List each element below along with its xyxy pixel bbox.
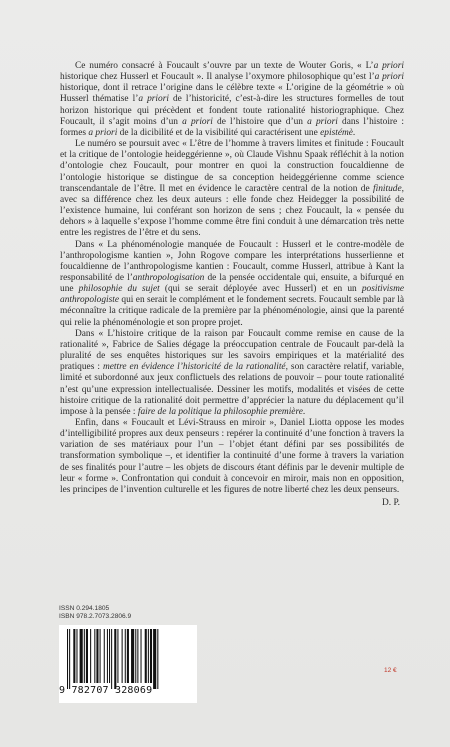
barcode-bar	[141, 629, 142, 683]
barcode-bar	[84, 629, 85, 683]
italic-run: mettre en évidence l’historicité de la rationalité	[102, 362, 286, 373]
text-run: de l’historicité, c’est-à-dire les structures formelles de tout horizon historique qui précèdent et fondent toute rationalité historiographique. Chez Foucault, il s’agit moins d’un	[60, 94, 404, 127]
text-run: (qui se serait déployée avec Husserl) et en un	[159, 284, 362, 295]
barcode-bar	[80, 629, 83, 683]
text-run: historique, dont il retrace l’origine dans le célèbre texte « L’origine de la géométrie » où Husserl thématise l’	[60, 83, 404, 105]
price-label: 12 €	[384, 667, 397, 674]
barcode-bar	[100, 629, 101, 683]
text-run: Le numéro se poursuit avec « L’être de l’homme à travers limites et finitude : Foucault et la critique de l’ontologie heideggérienne », où Claude Vishnu Spaak réfléchit à la notion d’ontologie chez Foucault, pour montrer en quoi la construction foucaldienne de l’ontologie historique se distingue de sa conception heideggérienne comme science transcendantale de l’être. Il met en évidence le caractère central de la notion de	[60, 139, 404, 194]
paragraph-5	[60, 418, 404, 496]
text-run: historique chez Husserl et Foucault ». Il analyse l’oxymore philosophique qu’est l’	[60, 72, 375, 83]
paragraph-1	[60, 61, 404, 139]
text-run: Ce numéro consacré à Foucault s’ouvre par un texte de Wouter Goris, « L’	[75, 61, 374, 71]
text-run: .	[352, 127, 356, 138]
text-run: Dans « L’histoire critique de la raison par Foucault comme remise en cause de la rationalité », Fabrice de Salies dégage la préoccupation centrale de Foucault par-delà la pluralité de ses enquêtes historiques sur les savoirs empiriques et la matérialité des pratiques :	[60, 328, 404, 373]
text-run: .	[302, 406, 306, 417]
barcode-bar	[86, 629, 88, 683]
issn-number: ISSN 0.294.1805	[59, 605, 110, 612]
barcode-bar	[137, 629, 138, 683]
barcode-bar	[114, 629, 116, 689]
italic-run: a priori	[182, 116, 213, 127]
barcode-bar	[117, 629, 118, 683]
barcode-bar	[109, 629, 110, 683]
text-run: qui en serait le complément et le fondement secrets. Foucault semble par là méconnaître la critique radicale de la première par la phénoménologie, ainsi que la parenté qui relie la phénoménologie et son propre projet.	[60, 295, 404, 328]
barcode-bar	[125, 629, 126, 683]
paragraph-2	[60, 139, 404, 239]
text-run: Dans « La phénoménologie manquée de Foucault : Husserl et le contre-modèle de l’anthropologisme kantien », John Rogove compare les interprétations husserlienne et foucaldienne de l’anthropologisme kantien : Foucault, comme Husserl, attribue à Kant la responsabilité de l’	[60, 239, 404, 283]
barcode-bars	[67, 629, 191, 689]
barcode-bar	[76, 629, 77, 683]
barcode-bar	[150, 629, 152, 683]
barcode-bar	[153, 629, 156, 689]
barcode-bar	[96, 629, 98, 683]
text-run: de la dicibilité et de la visibilité qui caractérisent une	[117, 127, 321, 138]
text-run: de la pensée occidentale qui, ensuite, a bifurqué en une	[60, 272, 404, 295]
summary-text	[60, 61, 404, 509]
barcode-bar	[104, 629, 105, 683]
text-run: , son caractère relatif, variable, limité et subordonné aux jeux conflictuels des relations de pouvoir – pour toute rationalité n’est qu’une expression intellectualisée. Dessiner les motifs, modalités et visées de cette histoire critique de la rationalité doit permettre d’apprécier la nature du déplacement qu’il impose à la pensée :	[60, 362, 404, 417]
barcode-bar	[127, 629, 129, 683]
barcode-bar	[67, 629, 68, 689]
italic-run: epistémè	[320, 127, 353, 138]
italic-run: finitude	[373, 183, 402, 194]
signature: D. P.	[382, 498, 400, 509]
barcode-bar	[148, 629, 149, 683]
barcode-bar	[131, 629, 134, 683]
barcode-bar	[107, 629, 108, 683]
text-run: Enfin, dans « Foucault et Lévi-Strauss en miroir », Daniel Liotta oppose les modes d’intelligibilité propres aux deux penseurs : repérer la continuité d’une fonction à travers la variation de ses matériaux pour l’un – l’objet étant défini par ses possibilités de transformation symbolique –, et identifier la continuité d’une forme à travers la variation de ses finalités pour l’autre – les objets de discours étant définis par le devenir multiple de leur « forme ». Confrontation qui conduit à concevoir en miroir, mais non en opposition, les principes de l’invention culturelle et les figures de notre liberté chez les deux penseurs.	[60, 418, 404, 495]
barcode-bar	[145, 629, 147, 683]
barcode-bar	[69, 629, 70, 689]
barcode-bar	[135, 629, 136, 683]
italic-run: a priori	[138, 94, 169, 105]
paragraph-4	[60, 329, 404, 418]
italic-run: a priori	[307, 116, 338, 127]
barcode-digits: 9 782707 328069	[59, 685, 153, 696]
barcode	[59, 625, 197, 703]
text-run: , avec sa différence chez les deux auteurs : elle fonde chez Heidegger la possibilité de l’existence humaine, lui conférant son horizon de sens ; chez Foucault, la « pensée du dehors » à laquelle s’expose l’homme comme être fini conduit à une démarcation très nette entre les registres de l’être et du sens.	[60, 183, 404, 239]
text-run: dans l’histoire : formes	[60, 116, 404, 138]
italic-run: a priori	[373, 61, 404, 71]
isbn-number: ISBN 978.2.7073.2806.9	[59, 613, 132, 620]
italic-run: positivisme anthropologiste	[60, 284, 404, 306]
italic-run: faire de la politique la philosophie première	[137, 406, 303, 417]
text-run: de l’histoire que d’un	[212, 116, 308, 127]
barcode-bar	[94, 629, 95, 683]
barcode-bar	[111, 629, 112, 689]
identifiers	[59, 605, 131, 621]
italic-run: anthropologisation	[132, 272, 205, 283]
italic-run: a priori	[88, 127, 118, 138]
barcode-bar	[122, 629, 123, 683]
barcode-bar	[157, 629, 158, 689]
barcode-bar	[73, 629, 75, 683]
italic-run: philosophie du sujet	[78, 284, 160, 295]
barcode-bar	[90, 629, 91, 683]
italic-run: a priori	[374, 72, 404, 83]
paragraph-3	[60, 240, 404, 329]
